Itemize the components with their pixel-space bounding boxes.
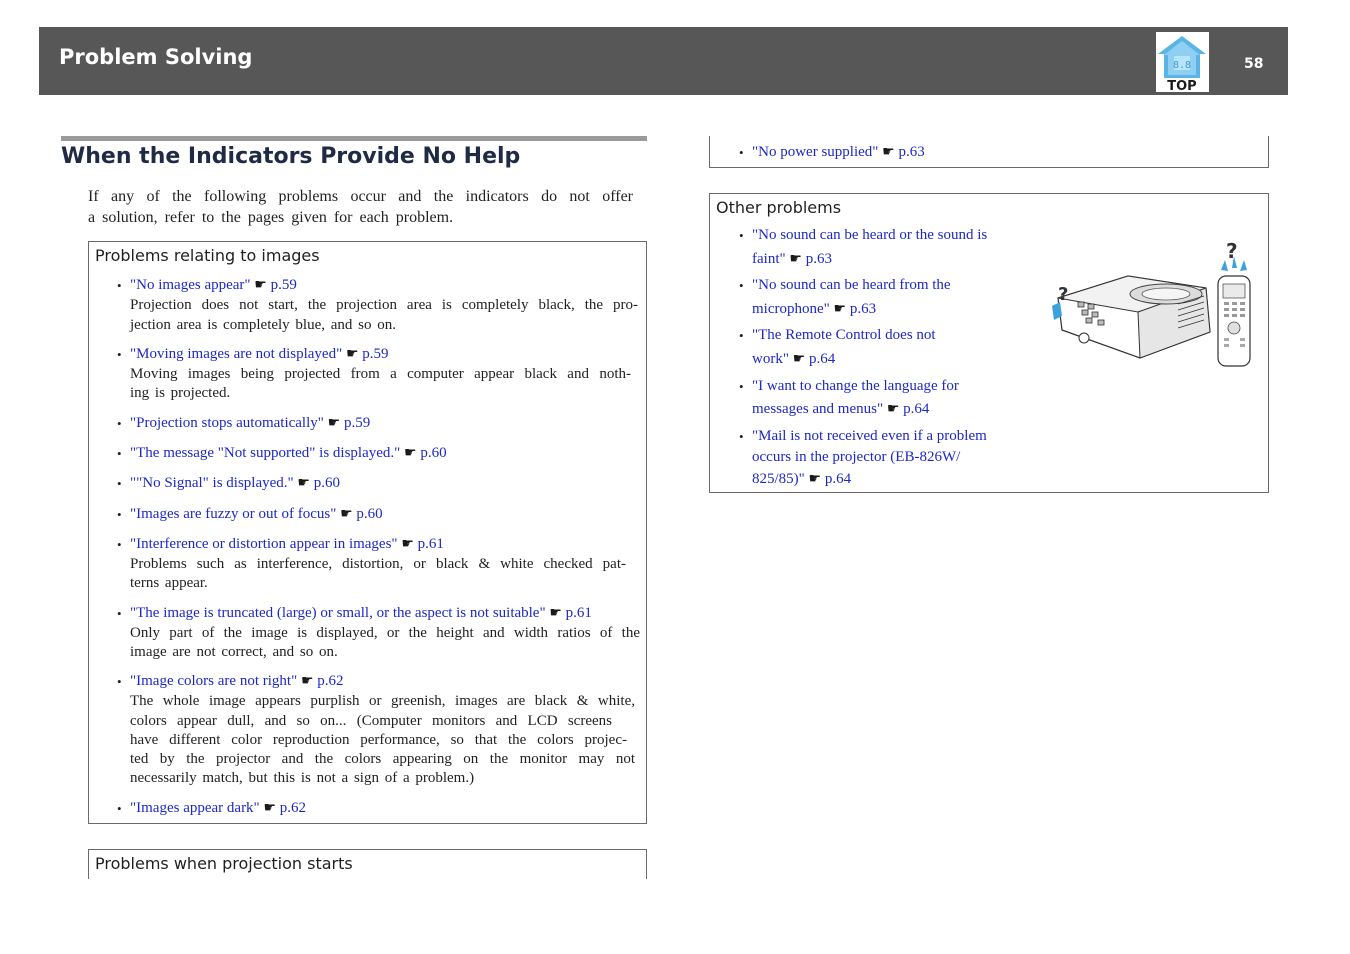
page-reference-link[interactable]: p.62 <box>317 673 344 689</box>
pointing-hand-icon: ☛ <box>833 301 847 317</box>
problem-link[interactable]: "No sound can be heard or the sound is <box>752 227 988 243</box>
top-label: TOP <box>1167 79 1197 92</box>
list-item: • "Mail is not received even if a problem <box>739 428 987 444</box>
section-rule <box>61 136 647 141</box>
pointing-hand-icon: ☛ <box>263 800 276 816</box>
problem-description: Moving images being projected from a computer appear black and noth- <box>130 366 631 382</box>
problem-link[interactable]: "Mail is not received even if a problem <box>752 428 987 444</box>
pointing-hand-icon: ☛ <box>792 351 806 367</box>
problem-link[interactable]: "Images appear dark" <box>130 800 260 816</box>
page-number: 58 <box>1244 56 1264 72</box>
list-item: • "Moving images are not displayed" ☛ p.59 <box>117 346 389 362</box>
list-item: • "I want to change the language for <box>739 378 959 394</box>
list-item: • "Image colors are not right" ☛ p.62 <box>117 673 344 689</box>
list-item-continued <box>752 250 832 270</box>
problem-link[interactable]: "Projection stops automatically" <box>130 415 324 431</box>
list-item-continued <box>752 470 851 490</box>
list-item: • "No images appear" ☛ p.59 <box>117 277 297 293</box>
pointing-hand-icon: ☛ <box>549 605 562 621</box>
page-reference-link[interactable]: p.64 <box>903 401 930 417</box>
pointing-hand-icon: ☛ <box>789 251 802 267</box>
list-item: • "No sound can be heard or the sound is <box>739 227 988 243</box>
problem-description: The whole image appears purplish or greenish, images are black & white, <box>130 693 635 709</box>
page-reference-link[interactable]: p.64 <box>824 471 852 487</box>
page-reference-link[interactable]: p.62 <box>279 800 306 816</box>
top-home-icon <box>1156 32 1209 92</box>
projection-problems-box <box>88 849 647 879</box>
box-heading: Other problems <box>716 198 842 217</box>
problem-description: Only part of the image is displayed, or the height and width ratios of the <box>130 625 640 641</box>
problem-description: image are not correct, and so on. <box>130 644 338 660</box>
page-reference-link[interactable]: p.64 <box>809 351 836 367</box>
problem-description: ted by the projector and the colors appearing on the monitor may not <box>130 751 635 767</box>
problem-link[interactable]: faint" <box>752 251 786 267</box>
svg-text:?: ? <box>1058 284 1069 305</box>
problem-description: Problems such as interference, distortion, or black & white checked pat- <box>130 556 626 572</box>
projector-remote-illustration <box>1048 236 1254 370</box>
list-item-continued <box>752 400 929 420</box>
problem-link[interactable]: 825/85)" <box>752 471 805 487</box>
list-item: • ""No Signal" is displayed." ☛ p.60 <box>117 475 340 491</box>
pointing-hand-icon: ☛ <box>808 471 822 487</box>
problem-link[interactable]: microphone" <box>752 301 830 317</box>
list-item: • "Images are fuzzy or out of focus" ☛ p.60 <box>117 506 383 522</box>
list-item-continued <box>752 448 960 468</box>
intro-text-line1: If any of the following problems occur and the indicators do not offer <box>88 188 633 205</box>
page-reference-link[interactable]: p.59 <box>362 346 389 362</box>
page-reference-link[interactable]: p.60 <box>420 445 447 461</box>
pointing-hand-icon: ☛ <box>401 536 414 552</box>
box-heading: Problems relating to images <box>95 246 320 265</box>
problem-link[interactable]: "No images appear" <box>130 277 251 293</box>
pointing-hand-icon: ☛ <box>882 144 895 160</box>
problem-link[interactable]: "I want to change the language for <box>752 378 959 394</box>
list-item-continued <box>752 350 835 370</box>
list-item-continued <box>752 300 876 320</box>
page-reference-link[interactable]: p.60 <box>313 475 340 491</box>
pointing-hand-icon: ☛ <box>404 445 417 461</box>
list-item: • "Images appear dark" ☛ p.62 <box>117 800 306 816</box>
top-home-button[interactable] <box>1156 32 1209 92</box>
problem-description: terns appear. <box>130 575 208 591</box>
intro-text-line2: a solution, refer to the pages given for each problem. <box>88 209 454 226</box>
svg-text:8.8: 8.8 <box>1172 60 1192 71</box>
box-heading: Problems when projection starts <box>95 854 353 873</box>
problem-link[interactable]: "Images are fuzzy or out of focus" <box>130 506 337 522</box>
problem-link[interactable]: "Image colors are not right" <box>130 673 298 689</box>
problem-link[interactable]: occurs in the projector (EB-826W/ <box>752 449 961 465</box>
list-item: • "The image is truncated (large) or small, or the aspect is not suitable" ☛ p.61 <box>117 605 592 621</box>
list-item: • "The message "Not supported" is displayed." ☛ p.60 <box>117 445 447 461</box>
problem-description: jection area is completely blue, and so on. <box>130 317 397 333</box>
page-reference-link[interactable]: p.61 <box>565 605 592 621</box>
pointing-hand-icon: ☛ <box>327 415 341 431</box>
problem-description: have different color reproduction performance, so that the colors projec- <box>130 732 627 748</box>
problem-link[interactable]: "No sound can be heard from the <box>752 277 951 293</box>
pointing-hand-icon: ☛ <box>345 346 359 362</box>
problem-description: colors appear dull, and so on... (Computer monitors and LCD screens <box>130 713 612 729</box>
problem-link[interactable]: "The image is truncated (large) or small, or the aspect is not suitable" <box>130 605 546 621</box>
list-item: • "No sound can be heard from the <box>739 277 951 293</box>
section-title: When the Indicators Provide No Help <box>61 144 521 169</box>
problem-description: Projection does not start, the projection area is completely black, the pro- <box>130 297 638 313</box>
problem-description: necessarily match, but this is not a sign of a problem.) <box>130 770 475 786</box>
pointing-hand-icon: ☛ <box>297 475 310 491</box>
chapter-title: Problem Solving <box>59 45 253 69</box>
page-reference-link[interactable]: p.61 <box>417 536 444 552</box>
problem-link[interactable]: work" <box>752 351 789 367</box>
problem-link[interactable]: messages and menus" <box>752 401 884 417</box>
pointing-hand-icon: ☛ <box>300 673 314 689</box>
page-reference-link[interactable]: p.60 <box>356 506 383 522</box>
page-reference-link[interactable]: p.63 <box>805 251 832 267</box>
problem-link[interactable]: "The Remote Control does not <box>752 327 936 343</box>
list-item: • "Interference or distortion appear in images" ☛ p.61 <box>117 536 444 552</box>
problem-link[interactable]: "Interference or distortion appear in images" <box>130 536 398 552</box>
page-reference-link[interactable]: p.63 <box>898 144 925 160</box>
svg-text:?: ? <box>1226 239 1238 263</box>
problem-link[interactable]: "No power supplied" <box>752 144 879 160</box>
pointing-hand-icon: ☛ <box>340 506 353 522</box>
pointing-hand-icon: ☛ <box>886 401 900 417</box>
problem-link[interactable]: "The message "Not supported" is displayed." <box>130 445 401 461</box>
list-item: • "No power supplied" ☛ p.63 <box>739 144 925 160</box>
problem-link[interactable]: ""No Signal" is displayed." <box>130 475 294 491</box>
page-reference-link[interactable]: p.59 <box>270 277 297 293</box>
problem-link[interactable]: "Moving images are not displayed" <box>130 346 343 362</box>
pointing-hand-icon: ☛ <box>254 277 267 293</box>
problem-description: ing is projected. <box>130 385 231 401</box>
page-header <box>39 27 1288 95</box>
list-item: • "The Remote Control does not <box>739 327 936 343</box>
page-reference-link[interactable]: p.59 <box>343 415 371 431</box>
list-item: • "Projection stops automatically" ☛ p.59 <box>117 415 371 431</box>
page-reference-link[interactable]: p.63 <box>849 301 877 317</box>
